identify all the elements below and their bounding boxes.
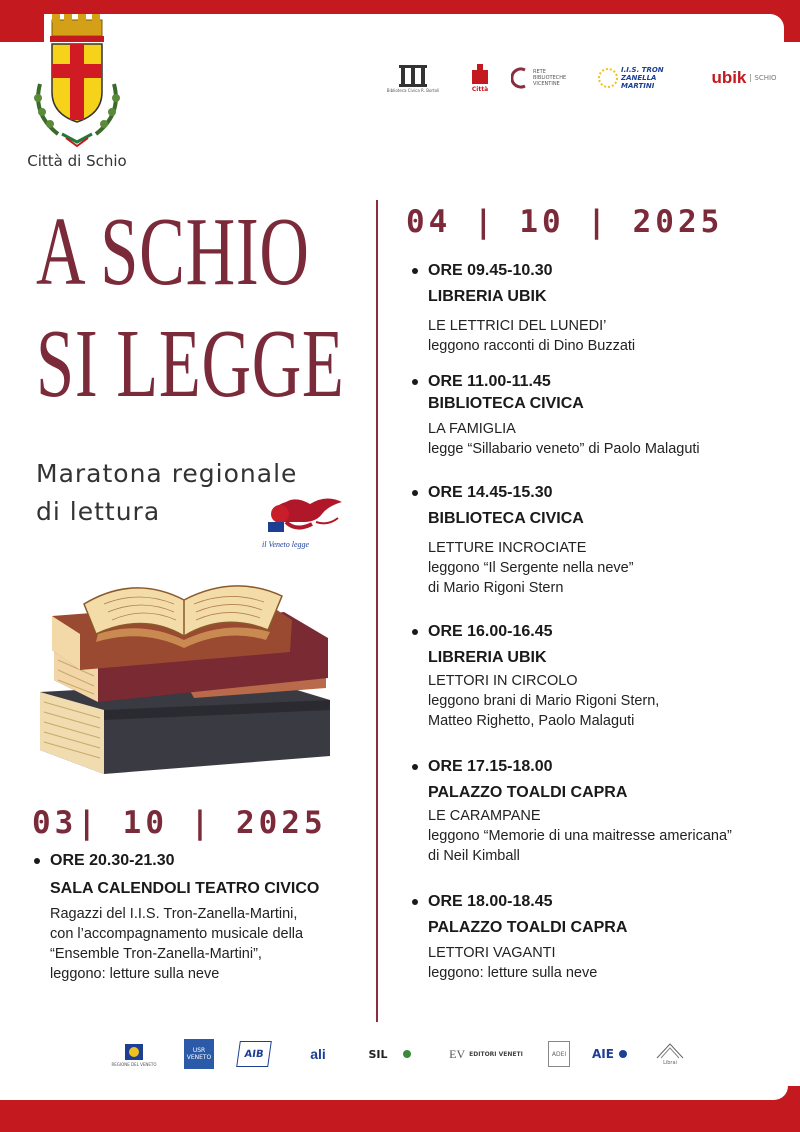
column-divider xyxy=(376,200,378,1022)
event-venue: LIBRERIA UBIK xyxy=(428,288,547,305)
event-line: LA FAMIGLIA xyxy=(428,421,516,437)
event-venue: SALA CALENDOLI TEATRO CIVICO xyxy=(50,880,320,897)
library-columns-icon: Biblioteca Civica R. Bortoli xyxy=(388,58,438,98)
event-venue: PALAZZO TOALDI CAPRA xyxy=(428,919,628,936)
city-building-icon: Città xyxy=(466,58,494,98)
left-event xyxy=(34,852,319,984)
librai-icon: Librai xyxy=(648,1034,692,1074)
bullet-icon xyxy=(412,268,418,274)
event-line: LE CARAMPANE xyxy=(428,808,541,824)
event-venue: BIBLIOTECA CIVICA xyxy=(428,395,584,412)
right-event-3 xyxy=(412,484,634,598)
aib-icon: AIB xyxy=(236,1034,272,1074)
title-line-1: A SCHIO xyxy=(36,198,310,306)
event-time: ORE 17.15-18.00 xyxy=(428,758,553,775)
event-line: leggono: letture sulla neve xyxy=(50,966,220,982)
bullet-icon xyxy=(412,764,418,770)
right-event-6 xyxy=(412,893,627,983)
event-time: ORE 16.00-16.45 xyxy=(428,623,553,640)
aie-icon: AIE xyxy=(584,1034,636,1074)
rete-circle-icon: RETE BIBLIOTECHE VICENTINE xyxy=(510,58,572,98)
event-line: LETTORI IN CIRCOLO xyxy=(428,673,578,689)
regione-veneto-icon: REGIONE DEL VENETO xyxy=(112,1034,156,1074)
event-line: LETTORI VAGANTI xyxy=(428,945,556,961)
event-line: leggono “Memorie di una maitresse americana” xyxy=(428,828,732,844)
title-line-2: SI LEGGE xyxy=(36,310,345,418)
right-event-4 xyxy=(412,623,659,731)
adei-icon: ADEI xyxy=(542,1034,576,1074)
date-right: 04 | 10 | 2025 xyxy=(406,204,724,240)
event-line: legge “Sillabario veneto” di Paolo Malaguti xyxy=(428,441,700,457)
event-time: ORE 18.00-18.45 xyxy=(428,893,553,910)
event-line: LETTURE INCROCIATE xyxy=(428,540,587,556)
event-line: con l’accompagnamento musicale della xyxy=(50,926,304,942)
event-time: ORE 09.45-10.30 xyxy=(428,262,553,279)
school-logo-icon: I.I.S. TRON ZANELLA MARTINI xyxy=(594,58,680,98)
veneto-legge-logo: il Veneto legge xyxy=(256,492,348,552)
event-line: leggono “Il Sergente nella neve” xyxy=(428,560,634,576)
city-crest-icon xyxy=(18,14,134,154)
event-line: di Mario Rigoni Stern xyxy=(428,580,564,596)
ali-icon: ali xyxy=(310,1046,326,1062)
event-line: leggono: letture sulla neve xyxy=(428,965,598,981)
bullet-icon xyxy=(412,629,418,635)
event-line: di Neil Kimball xyxy=(428,848,520,864)
winged-lion-icon xyxy=(256,492,348,540)
event-time: ORE 11.00-11.45 xyxy=(428,373,551,390)
bullet-icon xyxy=(412,379,418,385)
event-line: Ragazzi del I.I.S. Tron-Zanella-Martini, xyxy=(50,906,298,922)
sil-icon: SIL xyxy=(360,1034,420,1074)
event-line: leggono racconti di Dino Buzzati xyxy=(428,338,636,354)
top-partner-logos xyxy=(388,58,784,98)
right-event-2 xyxy=(412,373,700,459)
event-time: ORE 14.45-15.30 xyxy=(428,484,553,501)
poster-title xyxy=(36,196,345,420)
subtitle-line-2: di lettura xyxy=(36,497,161,526)
bullet-icon xyxy=(412,490,418,496)
right-event-5 xyxy=(412,758,732,866)
subtitle-line-1: Maratona regionale xyxy=(36,459,298,488)
event-time: ORE 20.30-21.30 xyxy=(50,852,175,869)
event-line: Matteo Righetto, Paolo Malaguti xyxy=(428,713,635,729)
city-name: Città di Schio xyxy=(27,152,127,170)
editori-veneti-icon: EV EDITORI VENETI xyxy=(449,1046,523,1061)
bottom-partner-logos xyxy=(112,1034,692,1070)
event-line: leggono brani di Mario Rigoni Stern, xyxy=(428,693,660,709)
event-venue: BIBLIOTECA CIVICA xyxy=(428,510,584,527)
bullet-icon xyxy=(34,858,40,864)
event-line: LE LETTRICI DEL LUNEDI’ xyxy=(428,318,607,334)
event-venue: LIBRERIA UBIK xyxy=(428,649,547,666)
bullet-icon xyxy=(412,899,418,905)
event-venue: PALAZZO TOALDI CAPRA xyxy=(428,784,628,801)
right-event-1 xyxy=(412,262,635,356)
usr-icon: USR VENETO xyxy=(182,1034,216,1074)
date-left: 03| 10 | 2025 xyxy=(32,805,327,841)
books-stack-illustration xyxy=(34,560,344,785)
event-line: “Ensemble Tron-Zanella-Martini”, xyxy=(50,946,262,962)
ubik-logo-icon: ubik SCHIO xyxy=(711,68,777,87)
